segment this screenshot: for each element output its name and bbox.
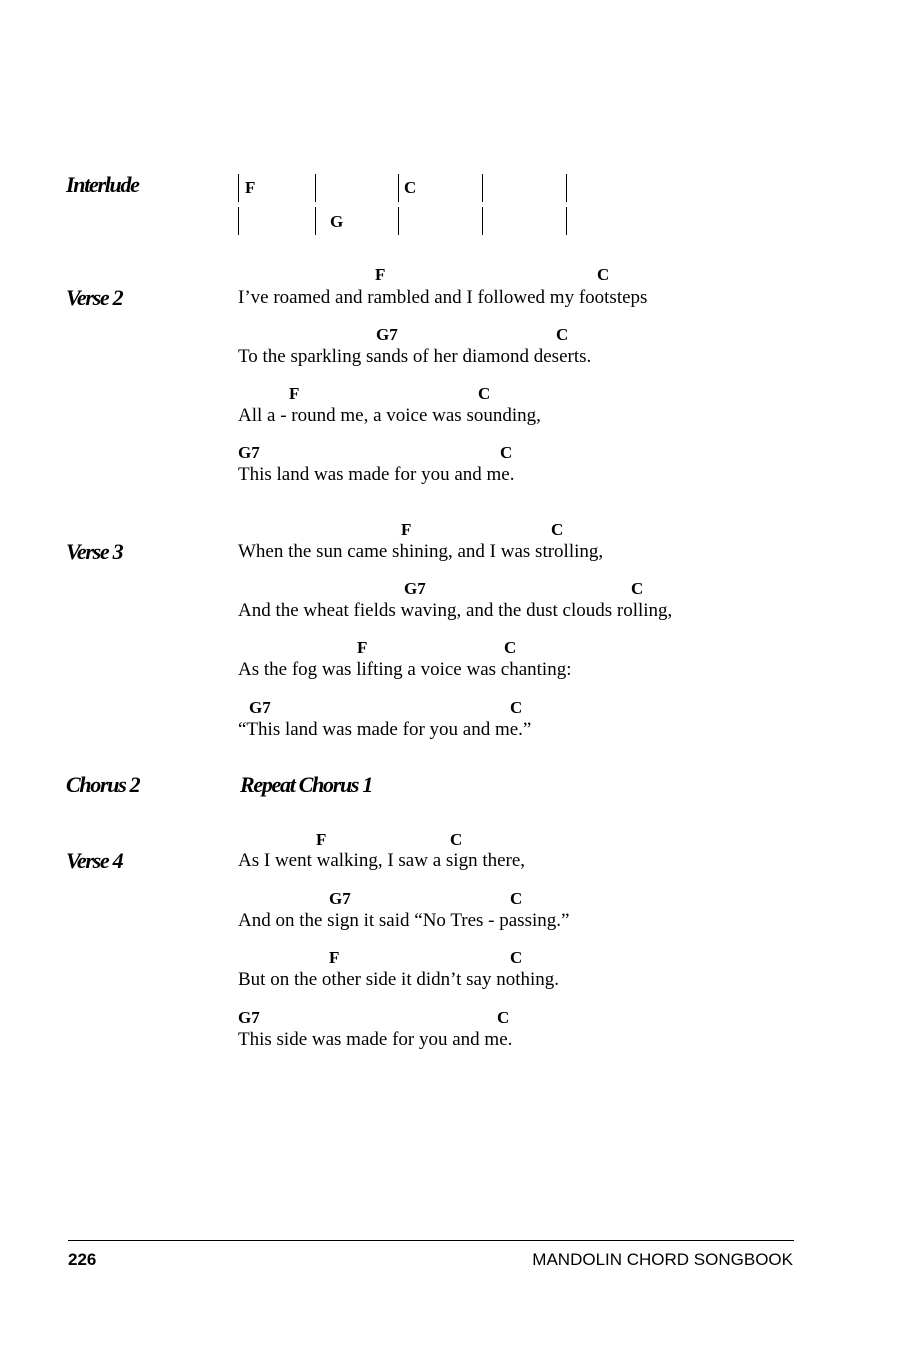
bar-line	[398, 174, 399, 202]
interlude-chord: F	[245, 178, 256, 197]
chord: C	[500, 443, 513, 462]
bar-line	[238, 174, 239, 202]
lyric-line: But on the other side it didn’t say nothing.	[238, 969, 560, 990]
chord: C	[597, 265, 610, 284]
chord: C	[510, 889, 523, 908]
lyric-line: As I went walking, I saw a sign there,	[238, 850, 526, 871]
chord: C	[556, 325, 569, 344]
interlude-chord: C	[404, 178, 417, 197]
chord: G7	[329, 889, 351, 908]
chord: F	[329, 948, 340, 967]
bar-line	[566, 207, 567, 235]
repeat-chorus-instruction: Repeat Chorus 1	[240, 772, 373, 797]
chord: G7	[376, 325, 398, 344]
book-title: MANDOLIN CHORD SONGBOOK	[532, 1250, 793, 1269]
chord: G7	[404, 579, 426, 598]
lyric-line: When the sun came shining, and I was strolling,	[238, 541, 604, 562]
chord: F	[316, 830, 327, 849]
verse4-label: Verse 4	[66, 848, 123, 873]
chord: F	[401, 520, 412, 539]
chord: C	[497, 1008, 510, 1027]
chord: F	[289, 384, 300, 403]
chord: F	[375, 265, 386, 284]
chord: C	[478, 384, 491, 403]
chord: C	[504, 638, 517, 657]
footer-rule	[68, 1240, 794, 1241]
bar-line	[315, 174, 316, 202]
chord: G7	[249, 698, 271, 717]
chord: G7	[238, 443, 260, 462]
verse2-label: Verse 2	[66, 285, 123, 310]
lyric-line: To the sparkling sands of her diamond deserts.	[238, 346, 592, 367]
lyric-line: All a - round me, a voice was sounding,	[238, 405, 541, 426]
lyric-line: This land was made for you and me.	[238, 464, 515, 485]
chord: C	[510, 698, 523, 717]
chord: F	[357, 638, 368, 657]
verse3-label: Verse 3	[66, 539, 123, 564]
bar-line	[238, 207, 239, 235]
interlude-label: Interlude	[66, 172, 139, 197]
lyric-line: “This land was made for you and me.”	[238, 719, 532, 740]
chord: C	[631, 579, 644, 598]
interlude-chord: G	[330, 212, 344, 231]
bar-line	[398, 207, 399, 235]
page-number: 226	[68, 1250, 97, 1269]
lyric-line: And on the sign it said “No Tres - passing.”	[238, 910, 570, 931]
lyric-line: And the wheat fields waving, and the dust clouds rolling,	[238, 600, 673, 621]
bar-line	[482, 174, 483, 202]
lyric-line: This side was made for you and me.	[238, 1029, 513, 1050]
lyric-line: I’ve roamed and rambled and I followed my footsteps	[238, 287, 648, 308]
bar-line	[566, 174, 567, 202]
chord: C	[551, 520, 564, 539]
lyric-line: As the fog was lifting a voice was chanting:	[238, 659, 572, 680]
chord: C	[510, 948, 523, 967]
bar-line	[315, 207, 316, 235]
chord: G7	[238, 1008, 260, 1027]
chorus2-label: Chorus 2	[66, 772, 140, 797]
bar-line	[482, 207, 483, 235]
chord: C	[450, 830, 463, 849]
